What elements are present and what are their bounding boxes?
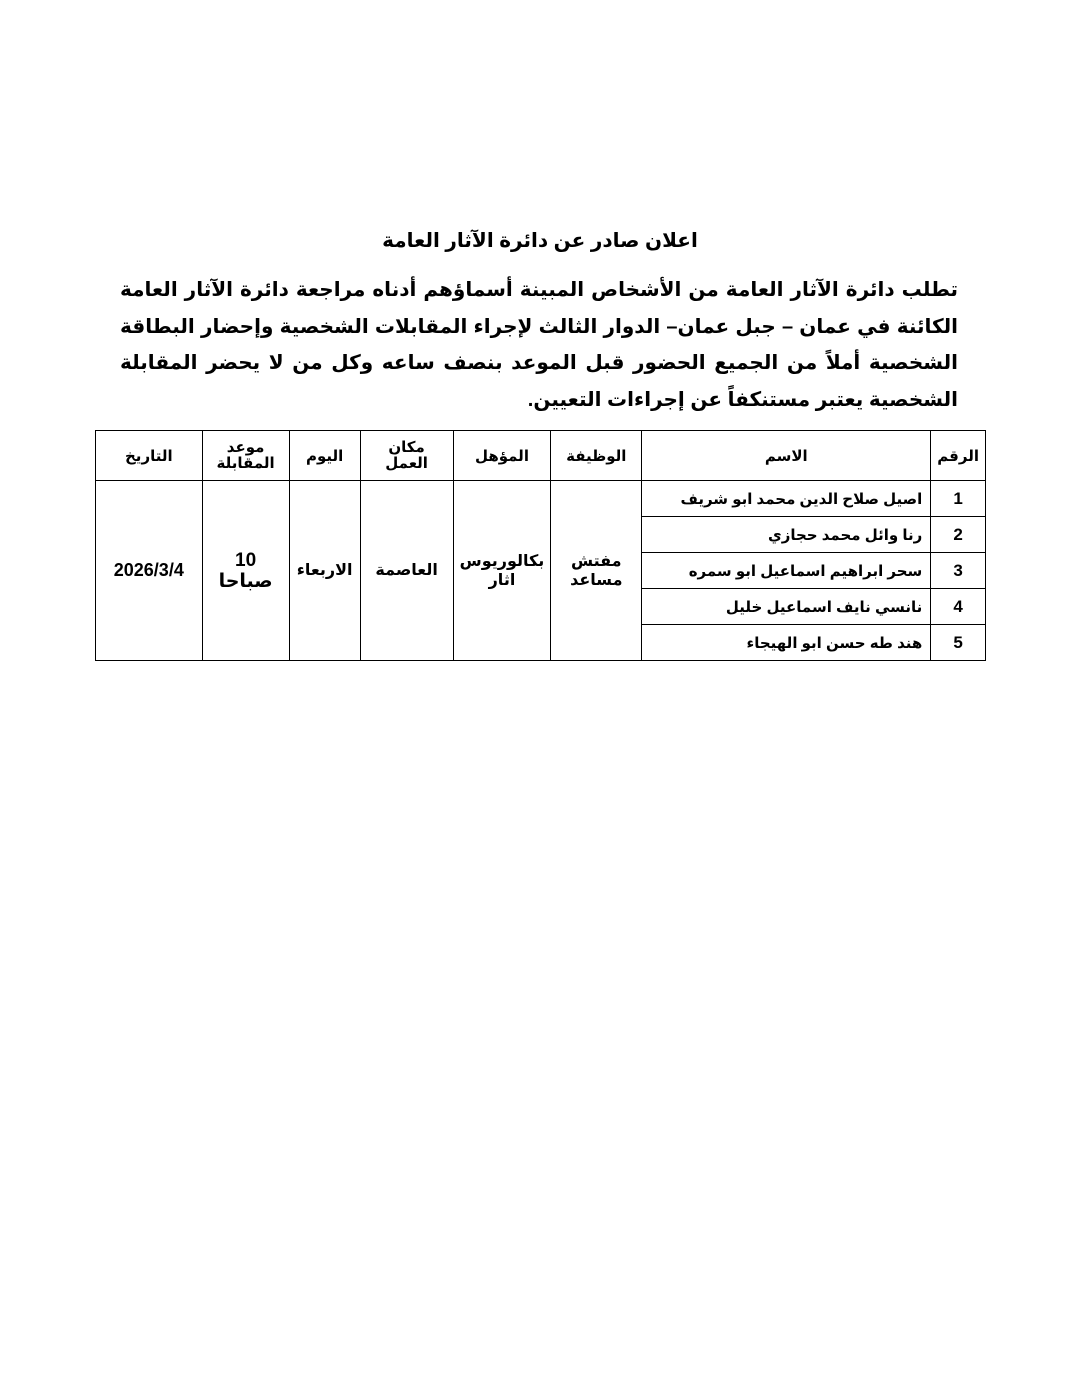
row-name: اصيل صلاح الدين محمد ابو شريف — [642, 481, 931, 517]
header-work-place — [360, 431, 453, 481]
announcement-title: اعلان صادر عن دائرة الآثار العامة — [382, 230, 698, 252]
table-row — [96, 481, 986, 517]
row-name: رنا وائل محمد حجازي — [642, 517, 931, 553]
header-date: التاريخ — [96, 431, 203, 481]
header-qualification: المؤهل — [453, 431, 551, 481]
qualification-line2: اثار — [488, 571, 516, 589]
shared-qualification — [453, 481, 551, 661]
announcement-line: تطلب دائرة الآثار العامة من الأشخاص المبينة أسماؤهم أدناه مراجعة دائرة الآثار العامة الكائنة في — [120, 279, 959, 338]
row-number: 5 — [931, 625, 986, 661]
announcement-line: الجميع الحضور قبل الموعد بنصف ساعه وكل من لا يحضر المقابلة الشخصية يعتبر مستنكفاً عن — [120, 352, 958, 411]
announcement-line: عمان – جبل عمان– الدوار الثالث لإجراء المقابلات الشخصية وإحضار البطاقة الشخصية أملاً من — [120, 315, 959, 374]
shared-interview-time — [202, 481, 289, 661]
row-number: 2 — [931, 517, 986, 553]
interview-time-hour: 10 — [235, 549, 257, 571]
row-name: نانسي نايف اسماعيل خليل — [642, 589, 931, 625]
header-interview-time-line1: موعد — [226, 438, 265, 456]
row-number: 4 — [931, 589, 986, 625]
table-header-row — [96, 431, 986, 481]
qualification-line1: بكالوريوس — [459, 552, 545, 570]
job-line2: مساعد — [570, 571, 623, 589]
header-interview-time — [202, 431, 289, 481]
header-work-place-line1: مكان — [388, 438, 425, 456]
header-day: اليوم — [289, 431, 360, 481]
shared-date: 2026/3/4 — [96, 481, 203, 661]
shared-work-place: العاصمة — [360, 481, 453, 661]
row-name: هند طه حسن ابو الهيجاء — [642, 625, 931, 661]
announcement-line: إجراءات التعيين. — [527, 388, 685, 411]
header-job: الوظيفة — [551, 431, 642, 481]
job-line1: مفتش — [571, 552, 622, 570]
row-number: 3 — [931, 553, 986, 589]
header-interview-time-line2: المقابلة — [216, 454, 275, 472]
row-number: 1 — [931, 481, 986, 517]
header-work-place-line2: العمل — [385, 454, 428, 472]
interview-time-period: صباحا — [218, 570, 273, 592]
shared-job — [551, 481, 642, 661]
row-name: سحر ابراهيم اسماعيل ابو سمره — [642, 553, 931, 589]
header-number: الرقم — [931, 431, 986, 481]
interview-table — [95, 430, 986, 661]
announcement-body — [120, 272, 958, 418]
shared-day: الاربعاء — [289, 481, 360, 661]
header-name: الاسم — [642, 431, 931, 481]
